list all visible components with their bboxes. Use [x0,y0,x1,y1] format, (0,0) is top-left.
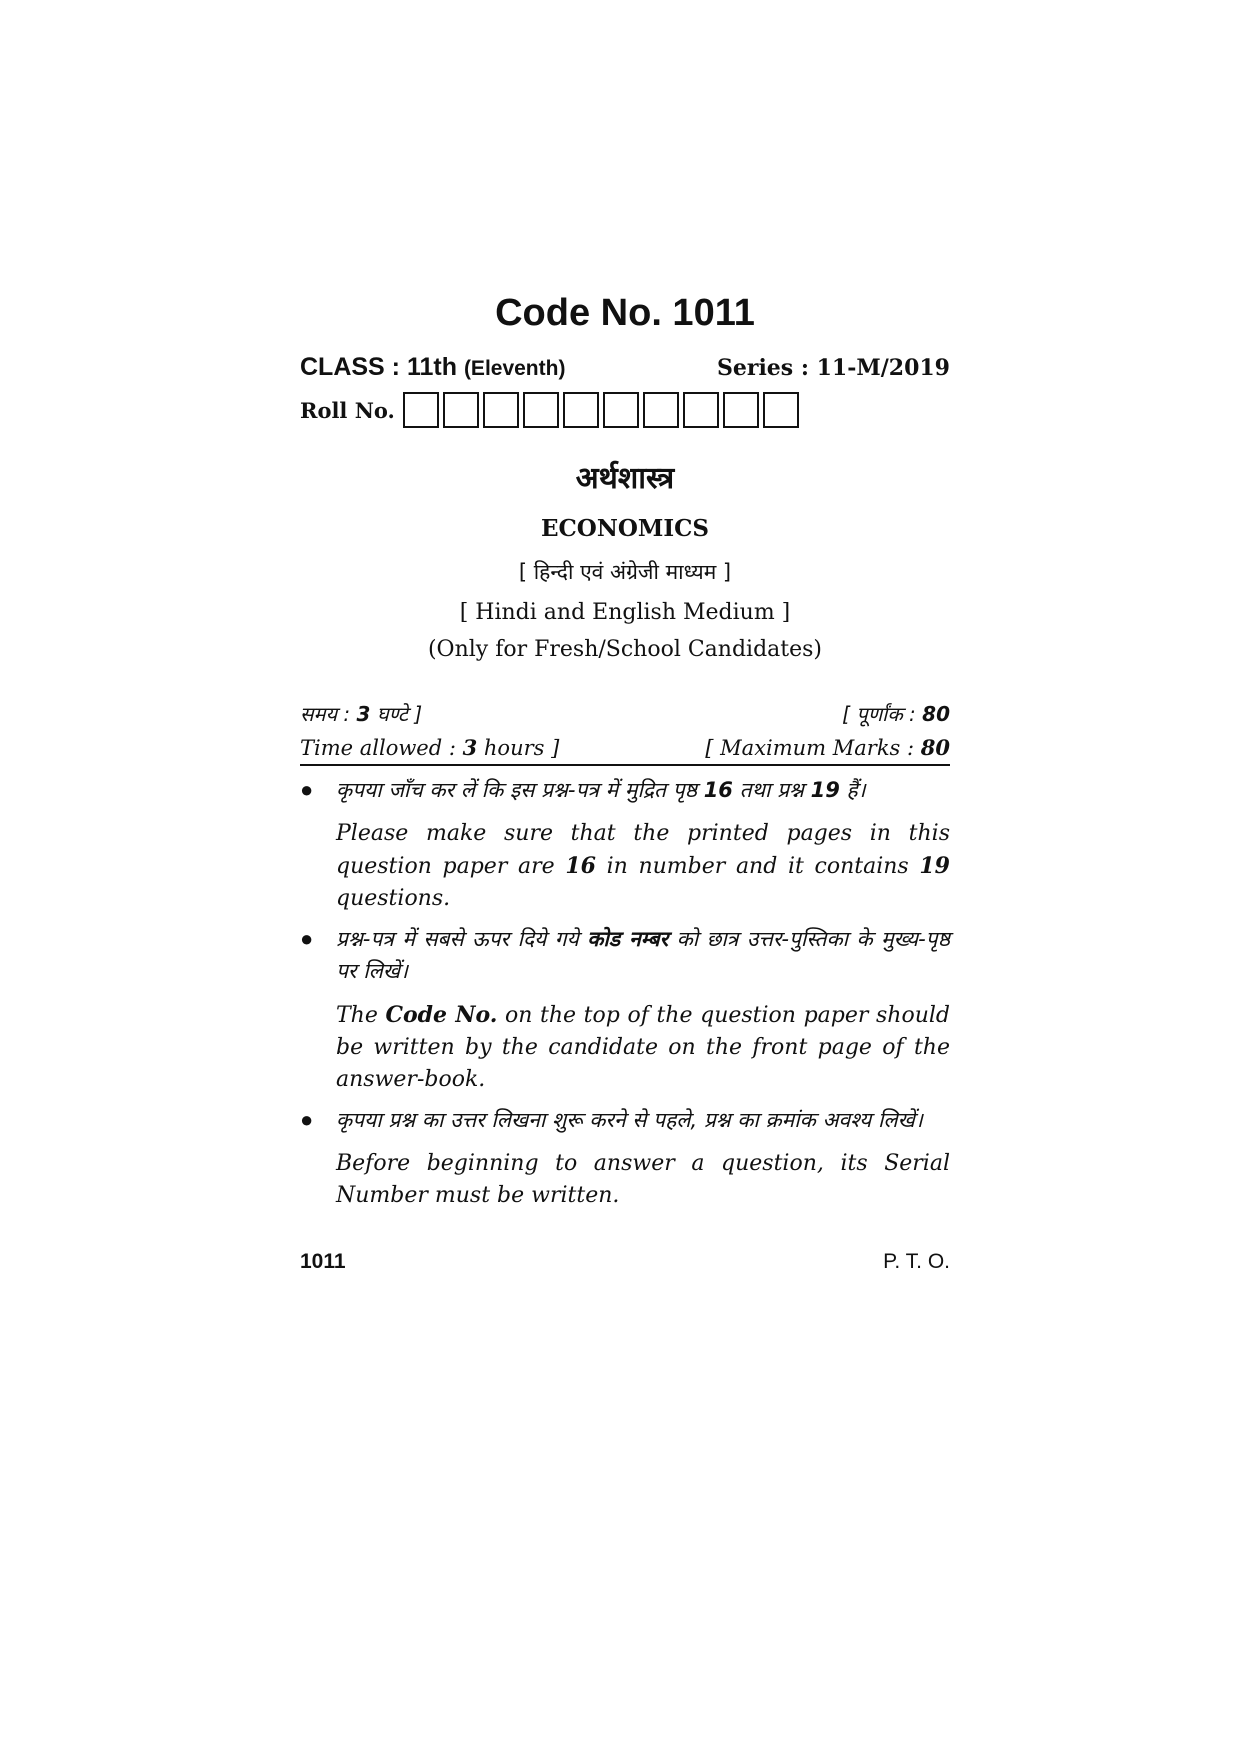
roll-number-box [403,392,439,428]
text-run: हैं। [839,778,866,802]
exam-cover-page [300,280,950,1274]
footer-code: 1011 [300,1250,346,1273]
instruction-1-english [336,818,950,915]
emphasis-text: Code No. [385,1002,498,1028]
time-hindi-value: 3 [356,702,371,726]
text-run: को छात्र उत्तर-पुस्तिका के मुख्य-पृष्ठ पर लिखें। [336,927,950,983]
bullet-icon: ● [300,777,314,802]
roll-number-box [603,392,639,428]
bullet-icon: ● [300,926,314,951]
text-run: in number and it contains [595,854,920,879]
roll-number-box [483,392,519,428]
roll-number-box [523,392,559,428]
time-marks-hindi-row [300,700,950,727]
code-number-title: Code No. 1011 [495,292,755,334]
marks-english-label: [ Maximum Marks : [705,736,921,760]
footer-pto: P. T. O. [883,1250,950,1273]
roll-number-box [723,392,759,428]
roll-number-label: Roll No. [300,397,395,423]
text-run: The [336,1003,386,1028]
marks-hindi-value: 80 [922,702,950,726]
subject-title-hindi: अर्थशास्त्र [575,461,675,496]
instruction-3-english: Before beginning to answer a question, its Serial Number must be written. [336,1151,950,1208]
text-run: questions. [336,886,451,911]
time-english-label: Time allowed : [300,736,463,760]
roll-number-box [643,392,679,428]
roll-number-box [443,392,479,428]
instruction-2-english [336,999,950,1096]
class-series-row [300,353,950,382]
text-run: on the top of the question paper should be written by the candidate on the front page of the answer-book. [336,1003,951,1092]
class-value: CLASS : 11th [300,353,457,381]
marks-hindi-label: [ पूर्णांक : [842,702,923,726]
instruction-3-hindi: कृपया प्रश्न का उत्तर लिखना शुरू करने से पहले, प्रश्न का क्रमांक अवश्य लिखें। [336,1108,923,1132]
instruction-1-hindi [336,774,950,806]
time-hindi [300,700,422,727]
roll-number-row [300,392,950,428]
time-marks-english-row [300,735,950,766]
question-count: 19 [810,778,840,802]
time-english-value: 3 [462,735,478,760]
marks-english [705,735,950,760]
class-label [300,353,565,382]
text-run: कृपया जाँच कर लें कि इस प्रश्न-पत्र में मुद्रित पृष्ठ [336,778,704,802]
marks-english-value: 80 [920,735,950,760]
time-english [300,735,559,760]
instruction-2-hindi [336,923,950,987]
instruction-item [300,923,950,1096]
time-marks-block [300,700,950,766]
text-run: Please make sure that the printed pages in this question paper are [336,821,950,879]
instructions-list [300,774,950,1212]
roll-number-box [763,392,799,428]
time-english-unit: hours ] [477,736,560,760]
class-subtext: (Eleventh) [463,357,566,380]
instruction-item [300,774,950,915]
page-count: 16 [703,778,733,802]
roll-number-boxes [403,392,803,428]
time-hindi-label: समय : [300,702,357,726]
series-label: Series : 11-M/2019 [716,355,950,381]
marks-hindi [842,700,950,727]
time-hindi-unit: घण्टे ] [370,702,423,726]
medium-english: [ Hindi and English Medium ] [459,600,791,625]
page-footer [300,1250,950,1274]
candidate-note: (Only for Fresh/School Candidates) [427,637,823,662]
subject-title-english: ECONOMICS [540,515,710,542]
page-count: 16 [565,853,596,879]
medium-hindi: [ हिन्दी एवं अंग्रेजी माध्यम ] [518,560,732,584]
text-run: तथा प्रश्न [732,778,811,802]
roll-number-box [563,392,599,428]
instruction-item [300,1104,950,1212]
bullet-icon: ● [300,1107,314,1132]
roll-number-box [683,392,719,428]
text-run: प्रश्न-पत्र में सबसे ऊपर दिये गये [336,927,588,951]
emphasis-text: कोड नम्बर [587,927,669,951]
question-count: 19 [919,853,950,879]
